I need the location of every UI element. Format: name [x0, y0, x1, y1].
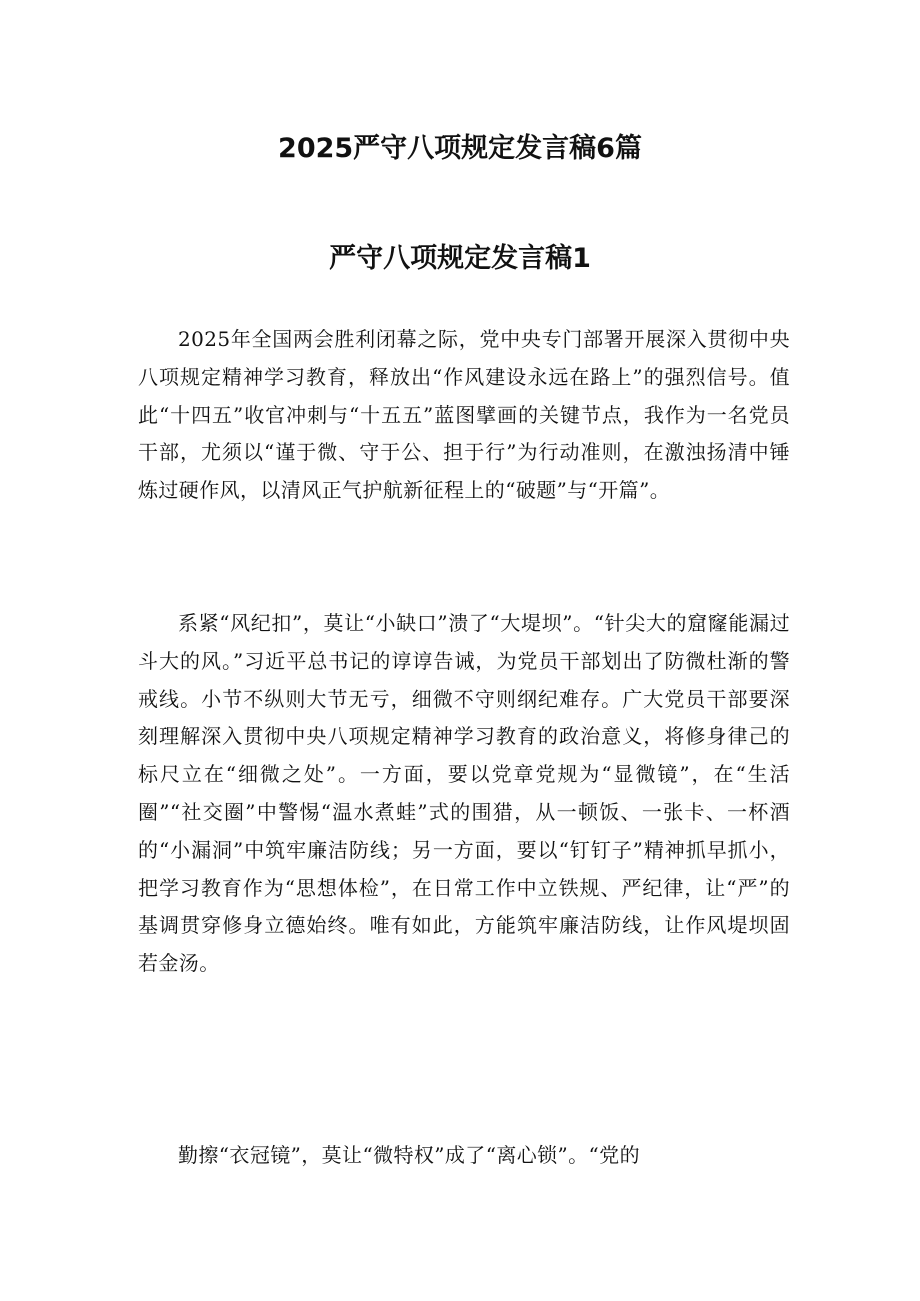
paragraph: 2025年全国两会胜利闭幕之际，党中央专门部署开展深入贯彻中央八项规定精神学习教育，释放出“作风建设永远在路上”的强烈信号。值此“十四五”收官冲刺与“十五五”蓝图擘画的关键节点，我作为一名党员干部，尤须以“谨于微、守于公、担于行”为行动准则，在激浊扬清中锤炼过硬作风，以清风正气护航新征程上的“破题”与“开篇”。	[138, 327, 790, 503]
document-title: 2025严守八项规定发言稿6篇	[278, 133, 642, 164]
section-title: 严守八项规定发言稿1	[329, 243, 591, 274]
paragraph: 系紧“风纪扣”，莫让“小缺口”溃了“大堤坝”。“针尖大的窟窿能漏过斗大的风。”习近平总书记的谆谆告诫，为党员干部划出了防微杜渐的警戒线。小节不纵则大节无亏，细微不守则纲纪难存。广大党员干部要深刻理解深入贯彻中央八项规定精神学习教育的政治意义，将修身律己的标尺立在“细微之处”。一方面，要以党章党规为“显微镜”，在“生活圈”“社交圈”中警惕“温水煮蛙”式的围猎，从一顿饭、一张卡、一杯酒的“小漏洞”中筑牢廉洁防线；另一方面，要以“钉钉子”精神抓早抓小，把学习教育作为“思想体检”，在日常工作中立铁规、严纪律，让“严”的基调贯穿修身立德始终。唯有如此，方能筑牢廉洁防线，让作风堤坝固若金汤。	[138, 611, 790, 976]
paragraph: 勤擦“衣冠镜”，莫让“微特权”成了“离心锁”。“党的	[178, 1143, 640, 1167]
